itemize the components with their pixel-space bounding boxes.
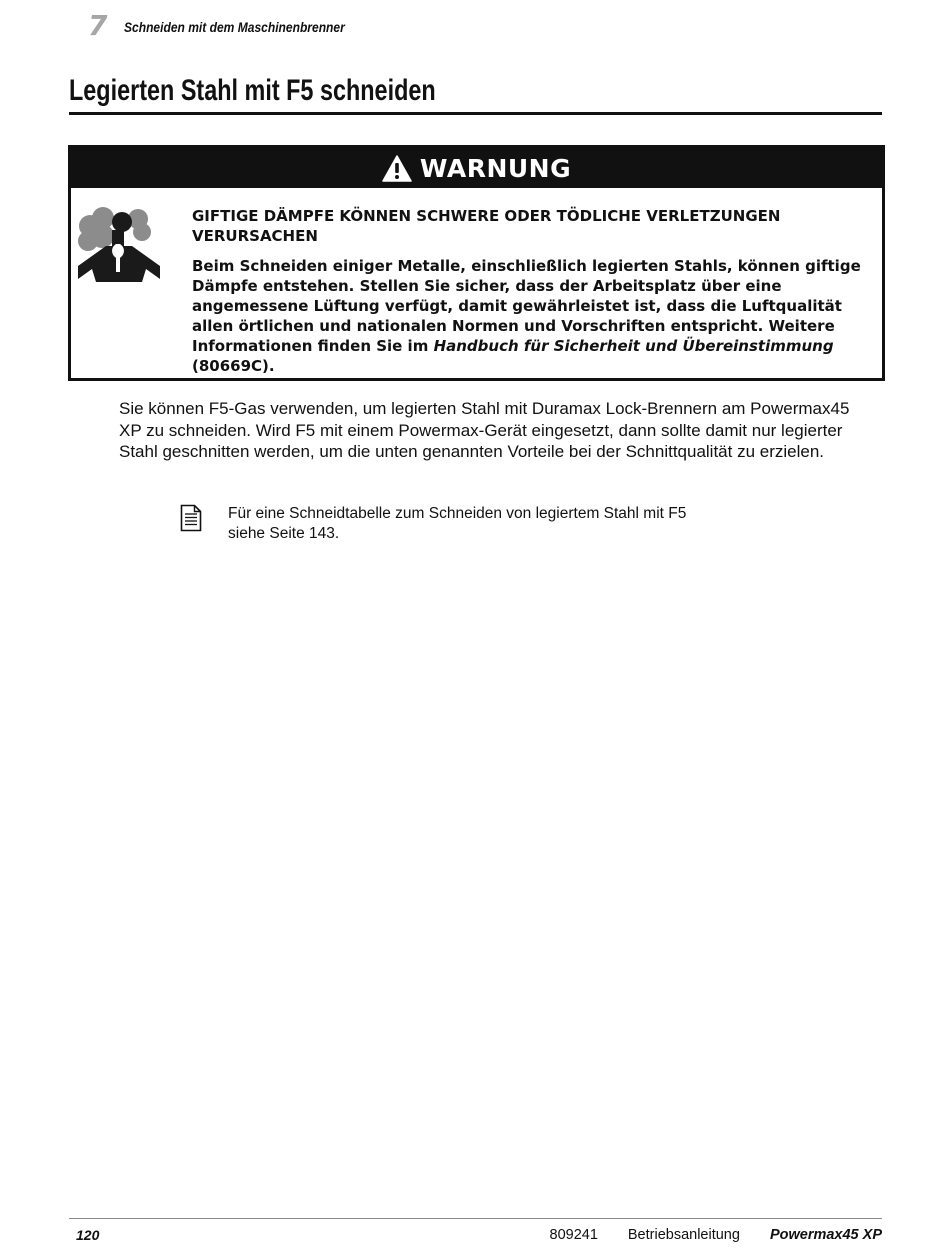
warning-header <box>71 148 882 188</box>
title-rule <box>69 112 882 115</box>
warning-label: WARNUNG <box>419 153 572 183</box>
warning-triangle-icon <box>382 155 412 182</box>
warning-text <box>192 206 872 376</box>
footer-doc-number: 809241 <box>549 1227 598 1243</box>
footer-product-name: Powermax45 XP <box>769 1227 882 1243</box>
footer-page-number: 120 <box>76 1227 100 1243</box>
footer-info <box>550 1227 883 1243</box>
toxic-fumes-icon <box>76 206 162 282</box>
document-note-icon <box>180 504 202 532</box>
chapter-number: 7 <box>88 9 108 42</box>
chapter-title: Schneiden mit dem Maschinenbrenner <box>124 19 345 35</box>
body-paragraph: Sie können F5-Gas verwenden, um legierten Stahl mit Duramax Lock-Brennern am Powermax45 XP zu schneiden. Wird F5 mit einem Powermax-Gerät eingesetzt, dann sollte damit nur legierter Stahl geschnitten werden, um die unten genannten Vorteile bei der Schnittqualität zu erzielen. <box>119 399 850 461</box>
warning-body-text: Beim Schneiden einiger Metalle, einschließlich legierten Stahls, können giftige Dämpfe entstehen. Stellen Sie sicher, dass der Arbeitsplatz über eine angemessene Lüftung verfügt, damit gewährleistet ist, dass die Luftqualität allen örtlichen und nationalen Normen und Vorschriften entspricht. Weitere Informationen finden Sie im <box>192 257 861 355</box>
page-title: Legierten Stahl mit F5 schneiden <box>69 74 436 107</box>
safety-manual-title: Handbuch für Sicherheit und Übereinstimmung <box>433 337 834 355</box>
warning-body <box>192 256 872 376</box>
safety-manual-ref: (80669C). <box>192 357 275 375</box>
footer-doc-type: Betriebsanleitung <box>627 1227 740 1243</box>
warning-heading: GIFTIGE DÄMPFE KÖNNEN SCHWERE ODER TÖDLICHE VERLETZUNGEN VERURSACHEN <box>192 207 781 245</box>
note-text: Für eine Schneidtabelle zum Schneiden von legiertem Stahl mit F5 siehe Seite 143. <box>228 505 687 542</box>
warning-box <box>68 145 885 381</box>
footer-rule <box>69 1218 882 1219</box>
